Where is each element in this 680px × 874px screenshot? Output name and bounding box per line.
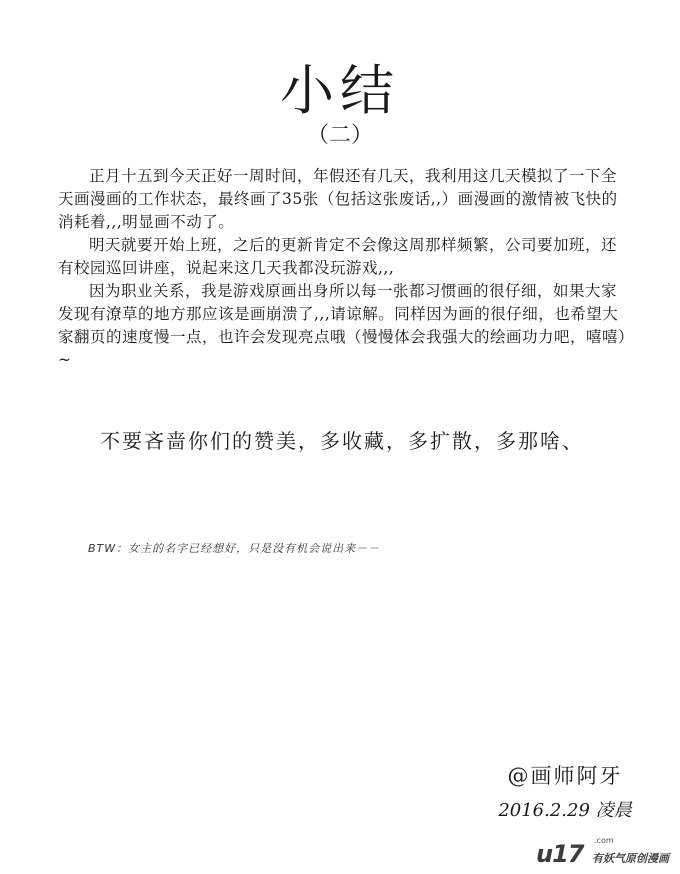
paragraph-1: 正月十五到今天正好一周时间，年假还有几天，我利用这几天模拟了一下全天画漫画的工作状态，最终画了35张（包括这张废话,,）画漫画的激情被飞快的消耗着,,,明显画不动了。 — [58, 167, 618, 231]
signature-block — [470, 760, 660, 822]
watermark-logo-text: u17 — [536, 840, 584, 868]
page-title: 小结 — [280, 59, 400, 122]
u17-watermark-logo — [536, 836, 670, 868]
author-signature: @画师阿牙 — [507, 764, 623, 788]
page-subtitle: （二） — [306, 123, 373, 148]
signature-date: 2016.2.29 凌晨 — [498, 800, 632, 821]
btw-note: BTW：女主的名字已经想好，只是没有机会说出来－－ — [88, 542, 381, 555]
callout-text: 不要吝啬你们的赞美，多收藏，多扩散，多那啥、 — [100, 429, 584, 453]
paragraph-2: 明天就要开始上班，之后的更新肯定不会像这周那样频繁，公司要加班，还有校园巡回讲座，说起来这几天我都没玩游戏,,, — [58, 236, 618, 277]
watermark-domain: .com — [594, 836, 614, 845]
body-text — [58, 165, 630, 372]
watermark-slogan: 有妖气原创漫画 — [592, 852, 669, 865]
paragraph-3: 因为职业关系，我是游戏原画出身所以每一张都习惯画的很仔细，如果大家发现有潦草的地方那应该是画崩溃了,,,请谅解。同样因为画的很仔细，也希望大家翻页的速度慢一点，也许会发现亮点哦（慢慢体会我强大的绘画功力吧，嘻嘻）~ — [58, 282, 627, 369]
